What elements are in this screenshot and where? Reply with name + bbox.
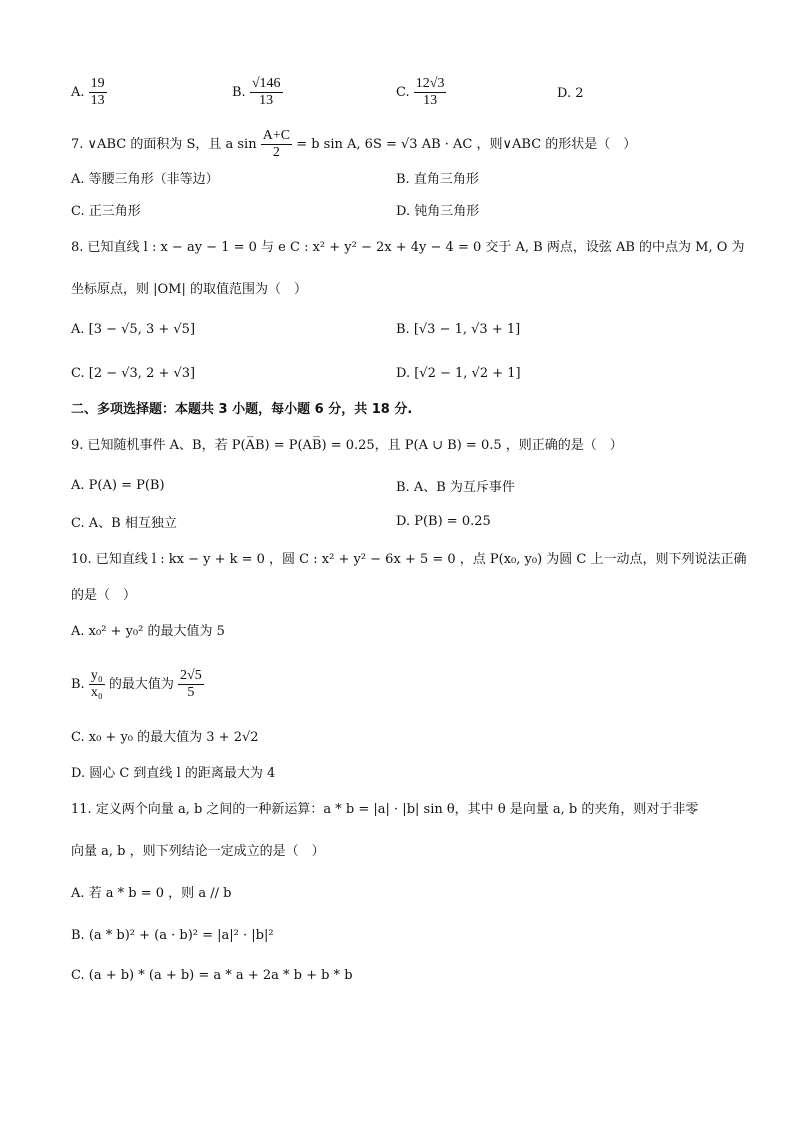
q8-option-d: D. [√2 − 1, √2 + 1] — [396, 366, 521, 381]
q10-option-b-text: 的最大值为 — [108, 677, 174, 692]
q6-option-d-label: D. — [557, 86, 572, 101]
q7-stem — [71, 128, 734, 161]
q6-option-a-fraction — [89, 76, 107, 109]
fraction-numerator: y₀ — [90, 668, 103, 683]
q10-option-b — [71, 668, 204, 701]
q8-option-c: C. [2 − √3, 2 + √3] — [71, 366, 196, 381]
q7-option-b: B. 直角三角形 — [396, 172, 479, 187]
q10-option-c: C. x₀ + y₀ 的最大值为 3 + 2√2 — [71, 730, 259, 745]
q8-option-a: A. [3 − √5, 3 + √5] — [71, 322, 196, 337]
q10-option-a: A. x₀² + y₀² 的最大值为 5 — [71, 624, 225, 639]
q8-option-b: B. [√3 − 1, √3 + 1] — [396, 322, 521, 337]
q6-option-c — [396, 76, 446, 109]
q9-option-d: D. P(B) = 0.25 — [396, 514, 491, 529]
q10-option-d: D. 圆心 C 到直线 l 的距离最大为 4 — [71, 766, 276, 781]
q10-stem-line1: 10. 已知直线 l : kx − y + k = 0 ，圆 C : x² + y² − 6x + 5 = 0 ，点 P(x₀, y₀) 为圆 C 上一动点，则下列说法正确 — [71, 552, 747, 567]
fraction-numerator: 2√5 — [180, 668, 202, 683]
fraction-numerator: 19 — [90, 76, 105, 91]
q7-stem-fraction — [261, 128, 292, 161]
q6-option-d — [557, 84, 584, 104]
q6-option-b — [232, 76, 283, 109]
q11-option-a: A. 若 a * b = 0 ，则 a // b — [71, 886, 232, 901]
q11-option-b: B. (a * b)² + (a · b)² = |a|² · |b|² — [71, 928, 274, 943]
section-heading: 二、多项选择题：本题共 3 小题，每小题 6 分，共 18 分. — [71, 402, 413, 417]
q7-option-c: C. 正三角形 — [71, 204, 141, 219]
q8-stem-line1: 8. 已知直线 l : x − ay − 1 = 0 与 e C : x² + y² − 2x + 4y − 4 = 0 交于 A, B 两点，设弦 AB 的中点为 M, O 为 — [71, 240, 745, 255]
q6-option-c-fraction — [414, 76, 447, 109]
q6-option-a — [71, 76, 107, 109]
q11-stem-line1: 11. 定义两个向量 a, b 之间的一种新运算：a * b = |a| · |b| sin θ，其中 θ 是向量 a, b 的夹角，则对于非零 — [71, 802, 699, 817]
q10-stem-line2: 的是（ ） — [71, 588, 137, 603]
q6-option-b-fraction — [250, 76, 283, 109]
q8-stem-line2: 坐标原点，则 |OM| 的取值范围为（ ） — [71, 282, 307, 297]
q10-option-b-value-fraction — [178, 668, 204, 701]
q7-stem-part1: 7. ∨ABC 的面积为 S，且 a sin — [71, 137, 257, 152]
q7-stem-part2: = b sin A, 6S = √3 AB · AC ，则∨ABC 的形状是（ ） — [296, 137, 637, 152]
q6-option-b-label: B. — [232, 85, 246, 100]
fraction-denominator: 2 — [272, 145, 280, 160]
q11-option-c: C. (a + b) * (a + b) = a * a + 2a * b + b * b — [71, 968, 353, 983]
fraction-denominator: 13 — [259, 93, 274, 108]
fraction-denominator: 13 — [423, 93, 438, 108]
q7-option-d: D. 钝角三角形 — [396, 204, 480, 219]
q9-option-a: A. P(A) = P(B) — [71, 478, 165, 493]
fraction-denominator: 13 — [90, 93, 105, 108]
q10-option-b-label: B. — [71, 677, 85, 692]
q6-option-d-value: 2 — [575, 86, 584, 101]
q7-option-a: A. 等腰三角形（非等边） — [71, 172, 219, 187]
fraction-denominator: 5 — [187, 685, 195, 700]
q6-option-c-label: C. — [396, 85, 410, 100]
fraction-denominator: x₀ — [90, 685, 103, 700]
fraction-numerator: 12√3 — [415, 76, 445, 91]
q10-option-b-fraction — [89, 668, 105, 701]
q9-stem: 9. 已知随机事件 A、B，若 P(A̅B) = P(AB̅) = 0.25，且 P(A ∪ B) = 0.5 ，则正确的是（ ） — [71, 438, 623, 453]
fraction-numerator: √146 — [251, 76, 281, 91]
q6-option-a-label: A. — [71, 85, 85, 100]
q9-option-b: B. A、B 为互斥事件 — [396, 480, 515, 495]
q9-option-c: C. A、B 相互独立 — [71, 516, 177, 531]
q11-stem-line2: 向量 a, b ，则下列结论一定成立的是（ ） — [71, 844, 325, 859]
fraction-numerator: A+C — [262, 128, 291, 143]
